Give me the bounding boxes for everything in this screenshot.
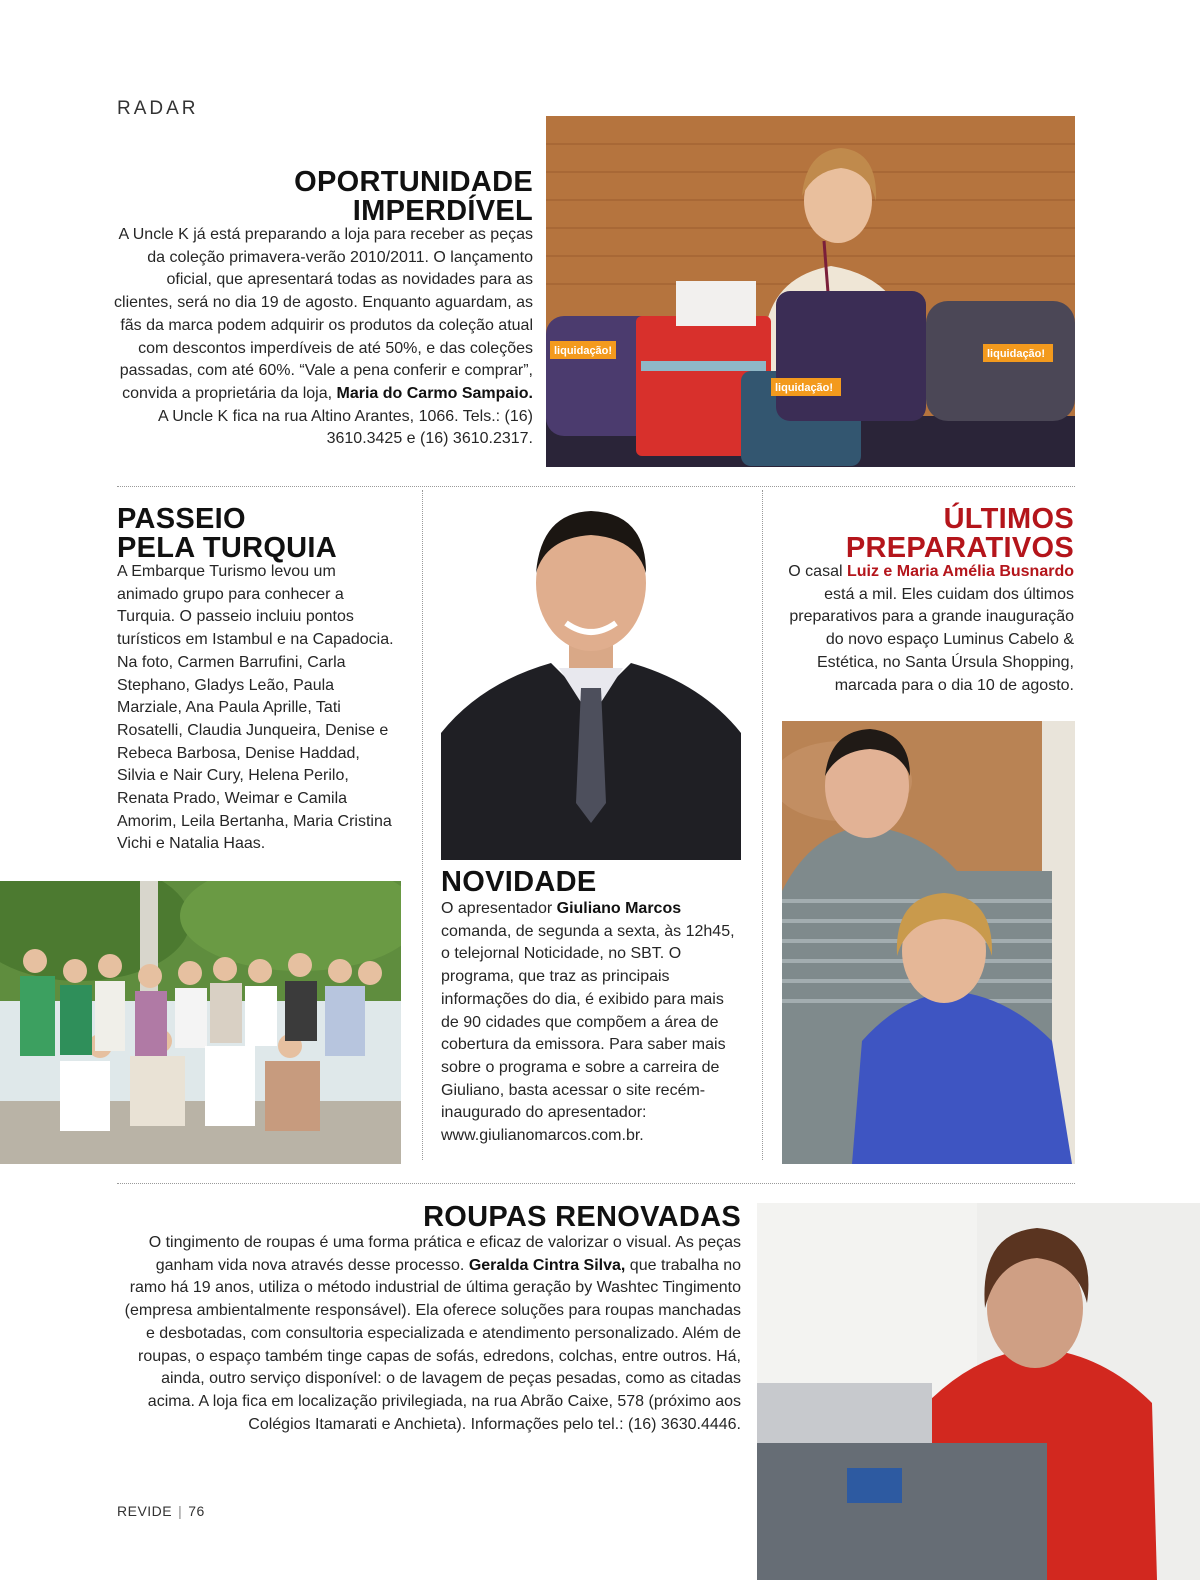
- roupas-text-p1: O tingimento de roupas é uma forma prática e eficaz de valorizar o visual. As peças ganham vida nova através desse processo.: [148, 1234, 741, 1274]
- ultimos-couple-names: Luiz e Maria Amélia Busnardo: [846, 563, 1074, 580]
- oportunidade-title-line2: IMPERDÍVEL: [352, 195, 533, 227]
- separator-bottom: [117, 1183, 1075, 1184]
- store-owner-bags-photo: [546, 116, 1075, 467]
- novidade-presenter-name: Giuliano Marcos: [556, 900, 682, 917]
- passeio-title-line1: PASSEIO: [117, 503, 246, 535]
- ultimos-title-line1: ÚLTIMOS: [943, 503, 1074, 535]
- oportunidade-text: [110, 224, 533, 451]
- ultimos-text-p2: está a mil. Eles cuidam dos últimos preparativos para a grande inauguração do novo espaço Luminus Cabelo & Estética, no Santa Úrsula Shopping, marcada para o dia 10 de agosto.: [789, 585, 1074, 694]
- tag-label-2: liquidação!: [775, 382, 834, 394]
- passeio-title: [117, 505, 417, 563]
- passeio-text: A Embarque Turismo levou um animado grupo para conhecer a Turquia. O passeio incluiu pontos turísticos em Istambul e na Capadocia. Na foto, Carmen Barrufini, Carla Stephano, Gladys Leão, Paula Marziale, Ana Paula Aprille, Tati Rosatelli, Claudia Junqueira, Denise e Rebeca Barbosa, Denise Haddad, Silvia e Nair Cury, Helena Perilo, Renata Prado, Weimar e Camila Amorim, Leila Bertanha, Maria Cristina Vichi e Natalia Haas.: [117, 563, 394, 853]
- tag-label-3: liquidação!: [987, 348, 1046, 360]
- separator-col2: [762, 490, 763, 1160]
- footer-page-number: 76: [188, 1503, 205, 1519]
- passeio-title-line2: PELA TURQUIA: [117, 532, 338, 564]
- separator-top: [117, 486, 1075, 487]
- presenter-portrait-photo: [441, 503, 741, 860]
- oportunidade-text-p1: A Uncle K já está preparando a loja para receber as peças da coleção primavera-verão 2010/2011. O lançamento oficial, que apresentará todas as novidades para as clientes, será no dia 19 de agosto. Enquanto aguardam, as fãs da marca podem adquirir os produtos da coleção atual com descontos imperdíveis de até 50%, e das coleções passadas, com até 60%. “Vale a pena conferir e comprar”, convida a proprietária da loja,: [114, 226, 533, 402]
- novidade-title: NOVIDADE: [441, 866, 597, 898]
- oportunidade-owner-name: Maria do Carmo Sampaio.: [336, 384, 533, 402]
- tag-label-1: liquidação!: [554, 345, 613, 357]
- oportunidade-title: [200, 168, 533, 226]
- oportunidade-title-line1: OPORTUNIDADE: [294, 166, 533, 198]
- roupas-text-p2: que trabalha no ramo há 19 anos, utiliza o método industrial de última geração by Washtec Tingimento (empresa ambientalmente responsável). Ela oferece soluções para roupas manchadas e desbotadas, com consultoria especializada e atendimento personalizado. Além de roupas, o espaço também tinge capas de sofás, edredons, colchas, entre outros. Há, ainda, outro serviço disponível: o de lavagem de peças pesadas, como as citadas acima. A loja fica em localização privilegiada, na rua Abrão Caixe, 578 (próximo aos Colégios Itamarati e Anchieta). Informações pelo tel.: (16) 3630.4446.: [124, 1256, 741, 1433]
- dye-shop-owner-photo: [757, 1203, 1200, 1580]
- roupas-owner-name: Geralda Cintra Silva,: [468, 1256, 626, 1274]
- novidade-text: [441, 898, 741, 1148]
- ultimos-title: [782, 505, 1074, 563]
- oportunidade-text-p2: A Uncle K fica na rua Altino Arantes, 1066. Tels.: (16) 3610.3425 e (16) 3610.2317.: [157, 407, 533, 448]
- ultimos-title-line2: PREPARATIVOS: [845, 532, 1074, 564]
- section-label: RADAR: [117, 98, 199, 119]
- roupas-text: [118, 1232, 741, 1436]
- turkey-group-photo: [0, 881, 401, 1164]
- separator-col1: [422, 490, 423, 1160]
- ultimos-text-p1: O casal: [788, 563, 843, 580]
- novidade-text-p2: comanda, de segunda a sexta, às 12h45, o telejornal Noticidade, no SBT. O programa, que traz as principais informações do dia, é exibido para mais de 90 cidades que compõem a área de cobertura da emissora. Para saber mais sobre o programa e sobre a carreira de Giuliano, basta acessar o site recém-inaugurado do apresentador: www.giulianomarcos.com.br.: [441, 922, 735, 1145]
- page-footer: [117, 1503, 205, 1519]
- couple-photo: [782, 721, 1075, 1164]
- footer-separator: |: [178, 1503, 183, 1519]
- novidade-text-p1: O apresentador: [441, 900, 553, 917]
- ultimos-text: [776, 561, 1074, 697]
- footer-magazine: REVIDE: [117, 1503, 173, 1519]
- roupas-title: ROUPAS RENOVADAS: [423, 1201, 741, 1233]
